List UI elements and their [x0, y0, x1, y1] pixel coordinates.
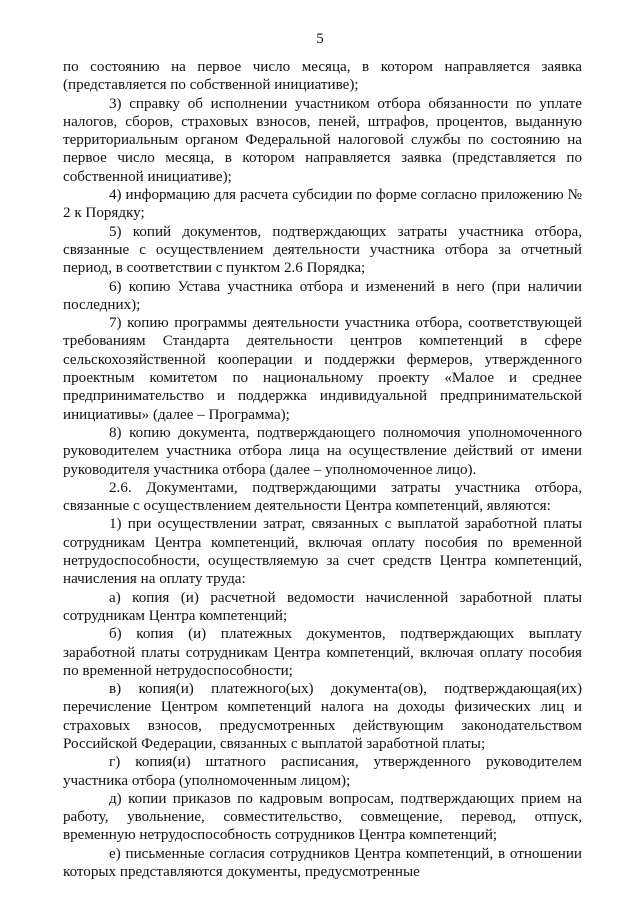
paragraph: г) копия(и) штатного расписания, утвержденного руководителем участника отбора (уполномоченным лицом); [63, 754, 582, 789]
page-number: 5 [316, 31, 324, 47]
paragraph: 1) при осуществлении затрат, связанных с выплатой заработной платы сотрудникам Центра компетенций, включая оплату пособия по временной нетрудоспособности, осуществляемую за счет средств Центра компетенций, начисления на оплату труда: [63, 516, 582, 588]
paragraph: 4) информацию для расчета субсидии по форме согласно приложению № 2 к Порядку; [63, 187, 582, 222]
paragraph: 7) копию программы деятельности участника отбора, соответствующей требованиям Стандарта деятельности центров компетенций в сфере сельскохозяйственной кооперации и поддержки фермеров, утвержденного проектным комитетом по национальному проекту «Малое и среднее предпринимательство и поддержка индивидуальной предпринимательской инициативы» (далее – Программа); [63, 315, 582, 423]
document-body [63, 58, 582, 881]
paragraph: 2.6. Документами, подтверждающими затраты участника отбора, связанные с осуществлением деятельности Центра компетенций, являются: [63, 479, 582, 515]
paragraph: д) копии приказов по кадровым вопросам, подтверждающих прием на работу, увольнение, совместительство, совмещение, перевод, отпуск, временную нетрудоспособность сотрудников Центра компетенций; [63, 790, 582, 844]
paragraph: 6) копию Устава участника отбора и изменений в него (при наличии последних); [63, 278, 582, 313]
paragraph: а) копия (и) расчетной ведомости начисленной заработной платы сотрудникам Центра компетенций; [63, 589, 582, 624]
paragraph: б) копия (и) платежных документов, подтверждающих выплату заработной платы сотрудникам Центра компетенций, включая оплату пособия по временной нетрудоспособности; [63, 626, 582, 679]
paragraph: в) копия(и) платежного(ых) документа(ов), подтверждающая(их) перечисление Центром компетенций налога на доходы физических лиц и страховых взносов, предусмотренных действующим законодательством Российской Федерации, связанных с выплатой заработной платы; [63, 681, 582, 752]
paragraph: 5) копий документов, подтверждающих затраты участника отбора, связанные с осуществлением деятельности участника отбора за отчетный период, в соответствии с пунктом 2.6 Порядка; [63, 223, 582, 277]
paragraph: е) письменные согласия сотрудников Центра компетенций, в отношении которых представляются документы, предусмотренные [63, 845, 582, 881]
paragraph: по состоянию на первое число месяца, в котором направляется заявка (представляется по собственной инициативе); [63, 59, 582, 94]
paragraph: 3) справку об исполнении участником отбора обязанности по уплате налогов, сборов, страховых взносов, пеней, штрафов, процентов, выданную территориальным органом Федеральной налоговой службы по состоянию на первое число месяца, в котором направляется заявка (представляется по собственной инициативе); [63, 95, 582, 185]
paragraph: 8) копию документа, подтверждающего полномочия уполномоченного руководителем участника отбора лица на осуществление действий от имени руководителя участника отбора (далее – уполномоченное лицо). [63, 424, 582, 478]
